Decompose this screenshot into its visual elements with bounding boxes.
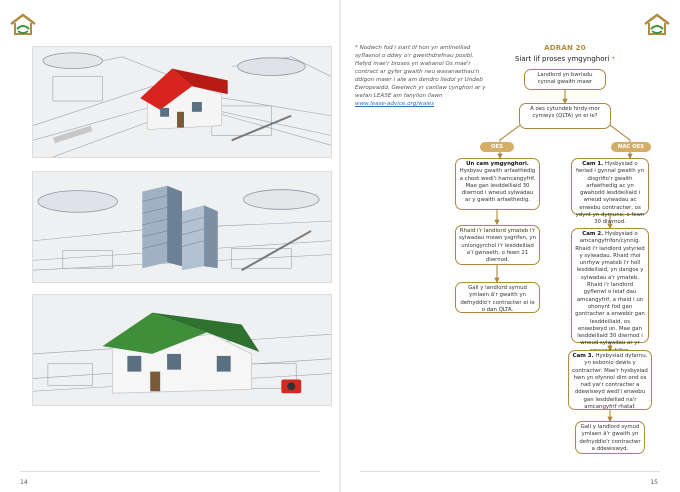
photo-skyscraper-model (32, 171, 332, 283)
flow-question-box (519, 103, 611, 129)
section-subtitle-text: Siart lif proses ymgynghori (514, 55, 610, 63)
lease-website-link[interactable]: www.lease-advice.org/wales (355, 101, 435, 107)
no-step-4-text: Gall y landlord symud ymlaen â'r gwaith yn defnyddio'r contractwr a ddewiswyd. (579, 424, 641, 452)
page-number-right: 15 (650, 479, 658, 486)
page-number-left: 14 (20, 479, 28, 486)
branch-yes-badge: OES (480, 142, 514, 152)
section-title: ADRAN 20 (544, 44, 586, 52)
no-step-3-heading: Cam 3. (572, 353, 596, 359)
flow-start-box (524, 69, 606, 90)
photo-green-roof-villa (32, 294, 332, 406)
yes-step-2-box (455, 225, 540, 265)
photo-red-roof-house (32, 46, 332, 158)
no-step-1-text: Hysbysiad o fwriad i gynnal gwaith yn disgrifio'r gwaith arfaethedig ac yn gwahodd lesddeiliaid i wneud sylwadau ac enwebu contractwr, os ydynt yn dymuno, o fewn 30 diwrnod. (575, 161, 645, 226)
yes-step-1-heading: Un cam ymgynghori. (466, 161, 529, 167)
no-step-3-box (568, 350, 652, 410)
footer-rule-right (360, 471, 660, 472)
no-step-2-heading: Cam 2. (582, 231, 606, 237)
flow-start-text: Landlord yn bwriadu cynnal gwaith mawr (537, 72, 593, 86)
yes-step-1-text: Hysbysu gwaith arfaethedig a chost wedi'i hamcangyfrif. Mae gan lesddeiliaid 30 diwrnod i wneud sylwadau ar y gwaith arfaethedig. (459, 168, 536, 204)
footer-rule-left (20, 471, 320, 472)
no-step-2-text: Hysbysiad o amcangyfrifon/cynnig. Rhaid i'r landlord ystyried y sylwadau. Rhaid rhoi unrhyw ymateb i'r holl lesddeiliaid, yn dangos y sylwadau a'r ymateb. Rhaid i'r landlord gyflenwi o leiaf dau amcangyfrif, a rhaid i un ohonynt fod gan gontractwr a enwebir gan lesddeiliaid, os enwebwyd un. Mae gan lesddeiliaid 30 diwrnod i wneud sylwadau ar yr (575, 231, 645, 347)
house-logo-icon (8, 12, 38, 38)
no-step-3-text: Hysbysiad dyfarnu, yn esbonio dewis y contractwr. Mae'r hysbysiad hwn yn ofynnol dim ond os nad yw'r contractwr a ddewiswyd wedi'i enwebu gan lesddeiliad na'r amcangyfrif rhataf. (572, 353, 648, 411)
yes-step-3-text: Gall y landlord symud ymlaen â'r gwaith yn defnyddio'r contractwr ei le o dan QLTA. (460, 285, 535, 313)
footnote-text: * Nodwch fod i siart lif hon yn amlinelliad syflaenol o ddwy o'r gweithdrefnau posibl. Hefyd mae'r broses yn wahanol Os mae'r contract ar gyfer gwaith neu wasanaethau'n ddigon mawr i alw am dendro lledol yr Undeb Ewropeaidd. Gwelwch yr canllaw cynghori ar y wefan LEASE am fanylion llawn (355, 45, 486, 99)
no-step-4-box (575, 421, 645, 454)
branch-no-badge: NAC OES (611, 142, 651, 152)
flow-question-text: A oes cytundeb hirdy-mor cymwys (QLTA) yn ei le? (530, 106, 600, 120)
yes-step-1-box (455, 158, 540, 210)
yes-step-3-box (455, 282, 540, 313)
section-subtitle-star: * (611, 55, 616, 63)
no-step-1-heading: Cam 1. (582, 161, 606, 167)
yes-step-2-text: Rhaid i'r landlord ymateb i'r sylwadau mewn ysgrifen, yn uniongyrchol i'r lesddeiliad a'i gwnaeth, o fewn 21 diwrnod. (459, 228, 536, 264)
no-step-1-box (571, 158, 649, 226)
no-step-2-box (571, 228, 649, 347)
